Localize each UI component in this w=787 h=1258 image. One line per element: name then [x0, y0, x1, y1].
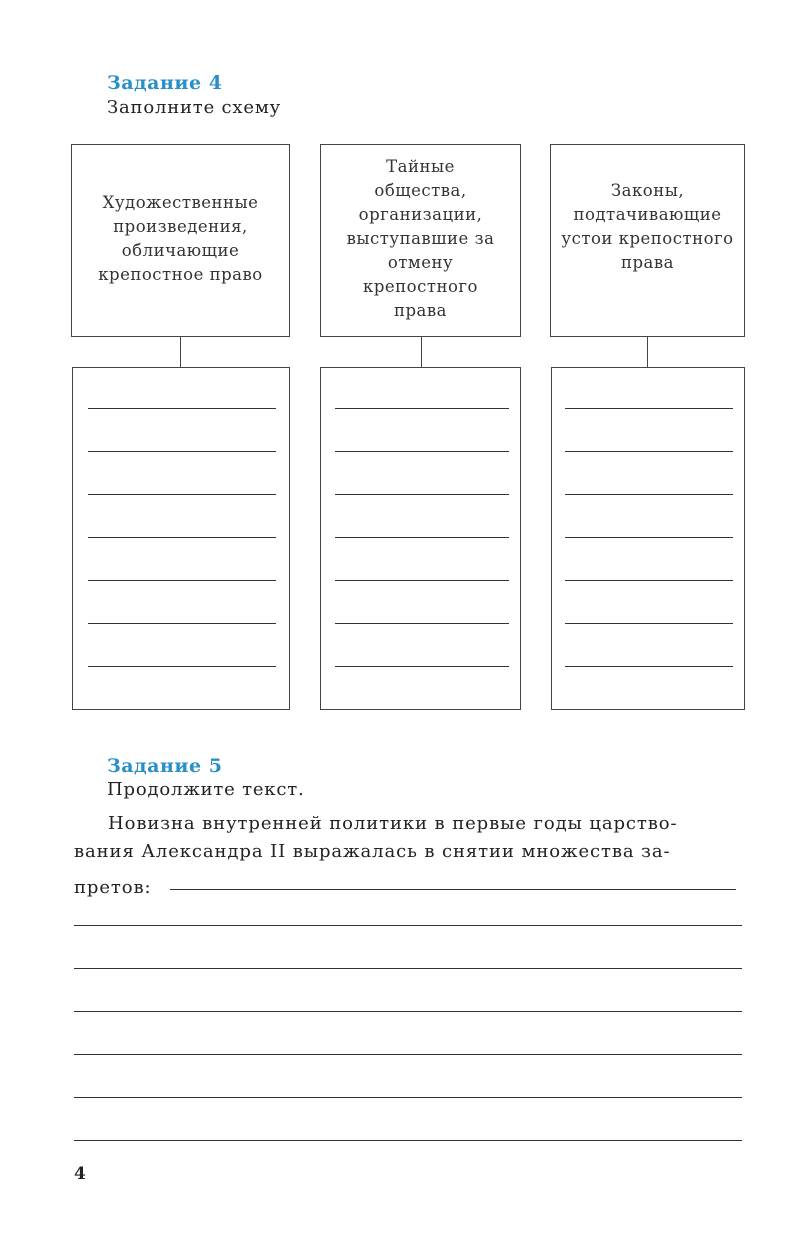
answer-line[interactable] — [565, 408, 733, 409]
answer-line[interactable] — [88, 623, 276, 624]
writing-line[interactable] — [74, 1140, 742, 1141]
answer-line[interactable] — [88, 666, 276, 667]
scheme-connector-3 — [647, 337, 648, 368]
scheme-header-text-1: Художественные произведения, обличающие крепостное право — [98, 193, 263, 284]
answer-line[interactable] — [88, 451, 276, 452]
answer-line[interactable] — [335, 494, 509, 495]
scheme-header-box-1 — [71, 144, 290, 337]
answer-line[interactable] — [565, 666, 733, 667]
scheme-answer-box-1[interactable] — [72, 367, 290, 710]
answer-line[interactable] — [88, 537, 276, 538]
answer-line[interactable] — [565, 537, 733, 538]
task5-paragraph-line-2: вания Александра II выражалась в снятии множества за- — [74, 841, 671, 862]
writing-line[interactable] — [74, 925, 742, 926]
task5-paragraph-line-3: претов: — [74, 877, 152, 898]
writing-line[interactable] — [74, 968, 742, 969]
scheme-header-box-2 — [320, 144, 521, 337]
answer-line[interactable] — [335, 537, 509, 538]
writing-line[interactable] — [74, 1097, 742, 1098]
scheme-connector-1 — [180, 337, 181, 368]
scheme-header-box-3 — [550, 144, 745, 337]
scheme-header-text-3: Законы, подтачивающие устои крепостного права — [561, 181, 734, 272]
task4-instruction: Заполните схему — [107, 97, 282, 118]
answer-line[interactable] — [88, 408, 276, 409]
task5-title: Задание 5 — [107, 755, 223, 777]
scheme-connector-2 — [421, 337, 422, 368]
answer-line[interactable] — [335, 451, 509, 452]
answer-line[interactable] — [335, 666, 509, 667]
scheme-answer-box-3[interactable] — [551, 367, 745, 710]
scheme-header-text-2: Тайные общества, организации, выступавшие за отмену крепостного права — [346, 157, 495, 320]
task4-title: Задание 4 — [107, 72, 223, 94]
answer-line[interactable] — [335, 580, 509, 581]
answer-line[interactable] — [335, 623, 509, 624]
answer-line[interactable] — [565, 580, 733, 581]
task5-paragraph-line-1: Новизна внутренней политики в первые годы царство- — [108, 813, 678, 834]
task5-instruction: Продолжите текст. — [107, 779, 305, 800]
answer-line[interactable] — [565, 451, 733, 452]
answer-line[interactable] — [565, 623, 733, 624]
scheme-answer-box-2[interactable] — [320, 367, 521, 710]
answer-line[interactable] — [565, 494, 733, 495]
answer-line[interactable] — [335, 408, 509, 409]
answer-line[interactable] — [88, 580, 276, 581]
page-number: 4 — [74, 1164, 86, 1184]
writing-line[interactable] — [74, 1011, 742, 1012]
answer-line[interactable] — [88, 494, 276, 495]
writing-line[interactable] — [170, 889, 736, 890]
writing-line[interactable] — [74, 1054, 742, 1055]
